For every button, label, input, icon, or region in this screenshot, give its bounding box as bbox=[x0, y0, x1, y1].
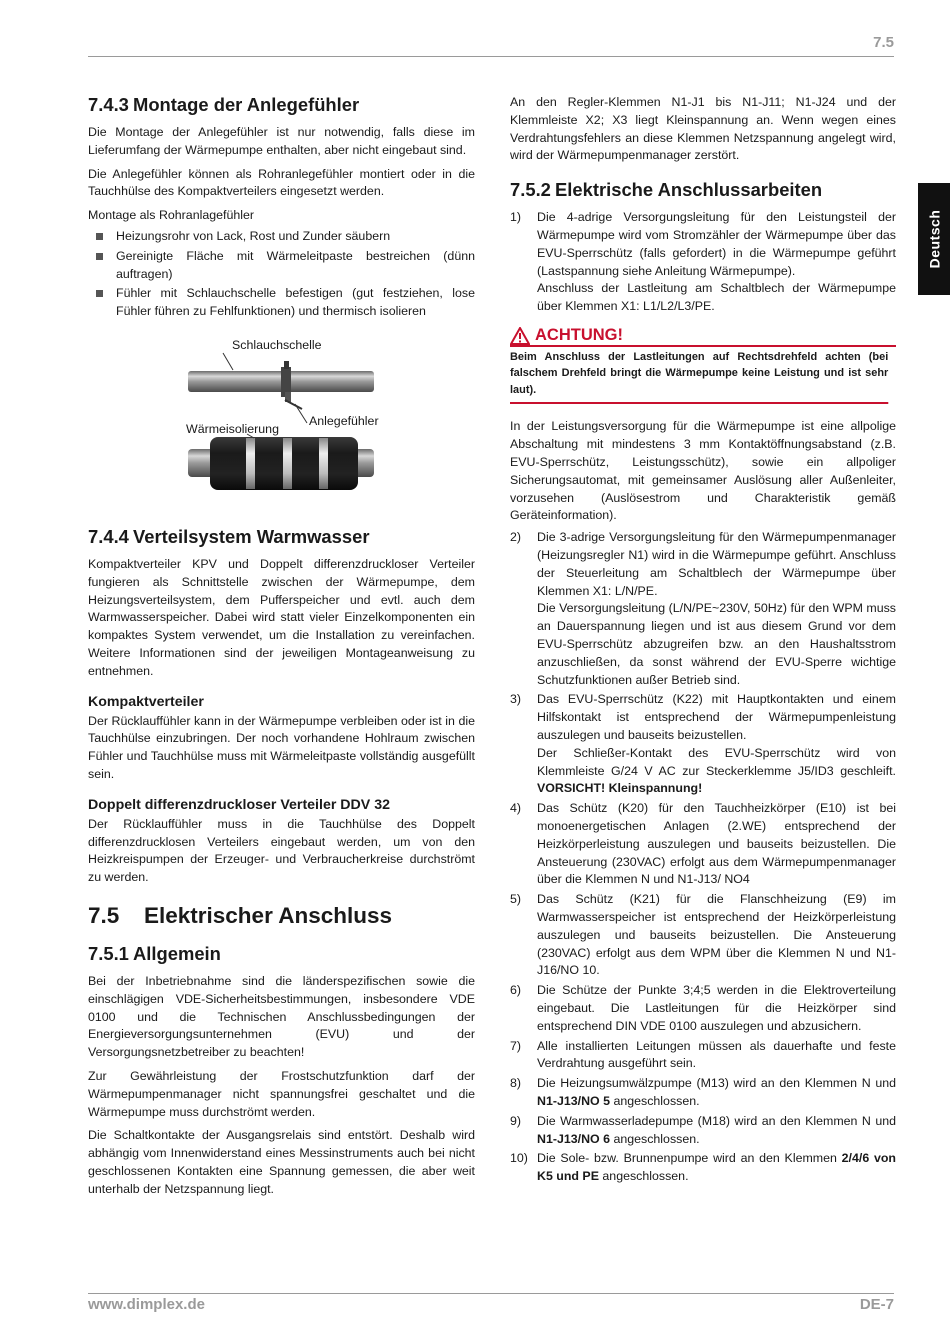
header-rule bbox=[88, 56, 894, 57]
warning-text: Beim Anschluss der Lastleitungen auf Rechtsdrehfeld achten (bei falschem Drehfeld bringt die Wärmepumpe keine Leistung und ist sehr laut). bbox=[510, 347, 888, 405]
list-item: 4) Das Schütz (K20) für den Tauchheizkörper (E10) ist bei monoenergetischen Anlagen (2.WE) entsprechend der Heizkörperleistung auszulegen und bauseits beizustellen. Die Ansteuerung (230VAC) erfolgt aus dem Wärmepumpenmanager über die Klemmen N und N1-J13/ NO4 bbox=[510, 801, 896, 887]
bullet-item: Heizungsrohr von Lack, Rost und Zunder säubern bbox=[88, 228, 475, 246]
right-column bbox=[510, 94, 896, 1188]
header-section-number: 7.5 bbox=[873, 34, 894, 51]
footer-page-number: DE-7 bbox=[859, 1296, 894, 1313]
language-tab[interactable] bbox=[918, 183, 950, 295]
warning-box bbox=[510, 325, 896, 405]
leader-line bbox=[223, 353, 233, 370]
list-item: 5) Das Schütz (K21) für die Flanschheizung (E9) im Warmwasserspeicher ist entsprechend der Heizkörperleistung auszulegen und bauseits beizustellen. Die Ansteuerung (230VAC) erfolgt aus dem WPM über die Klemmen N und N1-J16/NO 10. bbox=[510, 892, 896, 978]
left-column bbox=[88, 94, 475, 1204]
paragraph: Die Schaltkontakte der Ausgangsrelais sind entstört. Deshalb wird abhängig vom Innenwiderstand eines Messinstruments auch bei nicht geschlossenen Kontakten eine Spannung gemessen, die aber weit unterhalb der Netzspannung liegt. bbox=[88, 1128, 475, 1196]
warning-title: ACHTUNG! bbox=[535, 325, 623, 344]
paragraph: Bei der Inbetriebnahme sind die länderspezifischen sowie die einschlägigen VDE-Sicherheitsbestimmungen, insbesondere VDE 0100 und die Technischen Anschlussbedingungen der Energieversorgungsunternehmen (EVU) und der Versorgungsnetzbetreiber zu beachten! bbox=[88, 973, 475, 1060]
list-item: 7) Alle installierten Leitungen müssen als dauerhafte und feste Verdrahtung ausgeführt sein. bbox=[510, 1038, 896, 1071]
heading-7-4-4: 7.4.4 Verteilsystem Warmwasser bbox=[88, 525, 370, 547]
clamp-screw bbox=[284, 361, 289, 369]
heading-ddv32: Doppelt differenzdruckloser Verteiler DDV 32 bbox=[88, 796, 390, 813]
paragraph: Montage als Rohranlagefühler bbox=[88, 208, 255, 223]
paragraph: An den Regler-Klemmen N1-J1 bis N1-J11; N1-J24 und der Klemmleiste X2; X3 liegt Kleinspannung an. Wenn wegen eines Verdrahtungsfehlers an diese Klemmen Netzspannung angelegt wird, wird der Wärmepumpenmanager zerstört. bbox=[510, 95, 896, 163]
paragraph: Kompaktverteiler KPV und Doppelt differenzdruckloser Verteiler fungieren als Schnittstelle zwischen der Wärmepumpe, dem Heizungsverteilsystem, dem Pufferspeicher und evtl. auch dem Warmwasserspeicher. Dabei wird statt vieler Einzelkomponenten ein kompaktes System verwendet, um die Installation zu vereinfachen. Weitere Informationen sind der jeweiligen Montageanweisung zu entnehmen. bbox=[88, 556, 475, 678]
pipe-illustration bbox=[88, 337, 475, 512]
heading-kompaktverteiler: Kompaktverteiler bbox=[88, 693, 204, 710]
sensor-mounting-figure bbox=[88, 337, 475, 512]
paragraph: Der Rücklauffühler muss in die Tauchhülse des Doppelt differenzdrucklosen Verteilers eingebaut werden, um von den Heizkreispumpen der Erzeuger- und Verbraucherkreise durchströmt zu werden. bbox=[88, 816, 475, 885]
footer-rule bbox=[88, 1293, 894, 1294]
list-item: 9) Die Warmwasserladepumpe (M18) wird an den Klemmen N und N1-J13/NO 6 angeschlossen. bbox=[510, 1113, 896, 1146]
list-item: 2) Die 3-adrige Versorgungsleitung für den Wärmepumpenmanager (Heizungsregler N1) wird in die Wärmepumpe geführt. Anschluss der Steuerleitung am Schaltblech der Wärmepumpe über Klemmen X1: L/N/PE. Die Versorgungsleitung (L/N/PE~230V, 50Hz) für den WPM muss an Dauerspannung liegen und ist aus diesem Grund vor dem EVU-Sperrschütz abzugreifen bzw. an den Haushaltsstrom anzuschließen, da sonst während der EVU-Sperre wichtige Schutzfunktionen außer Betrieb sind. bbox=[510, 530, 896, 687]
bullet-item: Gereinigte Fläche mit Wärmeleitpaste bestreichen (dünn auftragen) bbox=[88, 248, 475, 284]
paragraph: In der Leistungsversorgung für die Wärmepumpe ist eine allpolige Abschaltung mit mindestens 3 mm Kontaktöffnungsabstand (z.B. EVU-Sperrschütz, Leistungsschütz), sowie ein allpoliger Sicherungsautomat, mit gemeinsamer Auslösung aller Außenleiter, vorzusehen (Auslösestrom und Charakteristik gemäß Geräteinformation). bbox=[510, 419, 896, 523]
list-item: 6) Die Schütze der Punkte 3;4;5 werden in die Elektroverteilung eingebaut. Die Lastleitungen für die Heizkörper sind entsprechend DIN VDE 0100 auszulegen und abzusichern. bbox=[510, 983, 896, 1033]
label-sensor: Anlegefühler bbox=[309, 413, 379, 428]
list-item: 8) Die Heizungsumwälzpumpe (M13) wird an den Klemmen N und N1-J13/NO 5 angeschlossen. bbox=[510, 1076, 896, 1108]
list-item: 3) Das EVU-Sperrschütz (K22) mit Hauptkontakten und einem Hilfskontakt ist entsprechend der Wärmepumpenleistung auszulegen und bauseits beizustellen. Der Schließer-Kontakt des EVU-Sperrschütz wird von Klemmleiste G/24 V AC zur Steckerklemme J5/ID3 geschleift. VORSICHT! Kleinspannung! bbox=[510, 692, 896, 796]
paragraph: Die Montage der Anlegefühler ist nur notwendig, falls diese im Lieferumfang der Wärmepumpe enthalten, aber nicht eingebaut sind. bbox=[88, 125, 475, 157]
heading-7-5-2: 7.5.2 Elektrische Anschlussarbeiten bbox=[510, 179, 823, 201]
list-item: 1) Die 4-adrige Versorgungsleitung für den Leistungsteil der Wärmepumpe wird vom Stromzähler der Wärmepumpe über das EVU-Sperrschütz (falls gefordert) in die Wärmepumpe geführt (Lastspannung siehe Anleitung Wärmepumpe). Anschluss der Lastleitung am Schaltblech der Wärmepumpe über Klemmen X1: L1/L2/L3/PE. bbox=[510, 210, 896, 314]
warning-icon bbox=[510, 327, 530, 345]
heading-7-4-3: 7.4.3 Montage der Anlegefühler bbox=[88, 94, 360, 115]
list-item: 10) Die Sole- bzw. Brunnenpumpe wird an den Klemmen 2/4/6 von K5 und PE angeschlossen. bbox=[510, 1151, 897, 1184]
paragraph: Der Rücklauffühler kann in der Wärmepumpe verbleiben oder ist in die Tauchhülse einzubringen. Der noch vorhandene Hohlraum zwischen Fühler und Tauchhülse muss mit Wärmeleitpaste vollständig ausgefüllt sein. bbox=[88, 713, 475, 781]
label-insulation: Wärmeisolierung bbox=[186, 421, 279, 436]
bullet-list bbox=[88, 228, 475, 321]
language-tab-label: Deutsch bbox=[926, 209, 943, 269]
heading-7-5-1: 7.5.1 Allgemein bbox=[88, 942, 221, 964]
numbered-list bbox=[510, 529, 896, 1186]
bullet-item: Fühler mit Schlauchschelle befestigen (gut festziehen, lose Fühler führen zu Fehlfunktionen) und thermisch isolieren bbox=[88, 285, 475, 321]
footer-website-link[interactable]: www.dimplex.de bbox=[88, 1296, 205, 1313]
heading-7-5: 7.5 Elektrischer Anschluss bbox=[88, 902, 393, 928]
paragraph: Zur Gewährleistung der Frostschutzfunktion darf der Wärmepumpenmanager nicht spannungsfrei geschaltet und die Wärmepumpe muss durchströmt werden. bbox=[88, 1068, 475, 1119]
numbered-list bbox=[510, 209, 896, 316]
label-clamp: Schlauchschelle bbox=[232, 337, 322, 352]
paragraph: Die Anlegefühler können als Rohranlegefühler montiert oder in die Tauchhülse des Kompaktverteilers eingesetzt werden. bbox=[88, 166, 475, 199]
